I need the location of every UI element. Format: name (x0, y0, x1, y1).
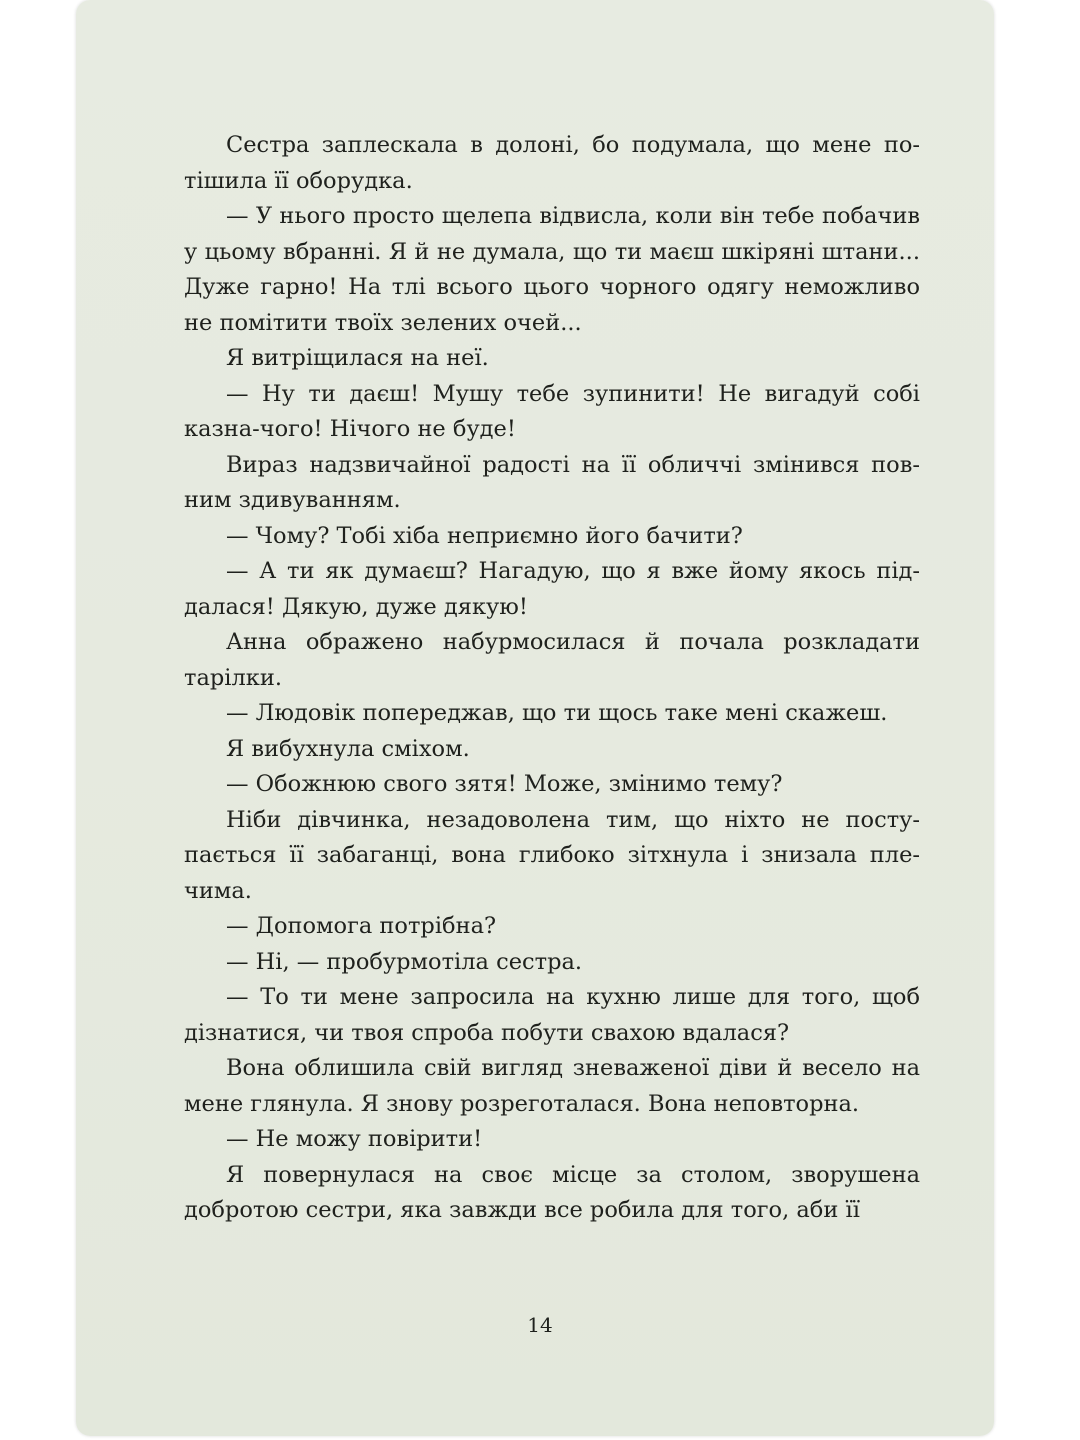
paragraph: — У нього просто щелепа відвисла, коли він тебе побачив у цьому вбранні. Я й не думала, що ти маєш шкіряні штани... Дуже гарно! На тлі всього цього чорного одягу неможливо не помітити твоїх зелених очей... (184, 203, 920, 336)
paragraph: Анна ображено набурмосилася й почала розкладати тарілки. (184, 629, 920, 691)
paragraph: — Не можу повірити! (226, 1126, 483, 1152)
paragraph: — Ні, — пробурмотіла сестра. (226, 948, 583, 975)
paragraph: — Чому? Тобі хіба неприємно його бачити? (226, 522, 743, 549)
paragraph: — Обожнюю свого зятя! Може, змінимо тему? (226, 771, 783, 797)
paragraph: Я витріщилася на неї. (226, 345, 489, 371)
page-number: 14 (527, 1313, 553, 1337)
paragraph: — Людовік попереджав, що ти щось таке мені скажеш. (226, 700, 888, 726)
paragraph: — Ну ти даєш! Мушу тебе зупинити! Не вигадуй собі казна-чого! Нічого не буде! (184, 380, 920, 442)
page-body-text (184, 128, 920, 1229)
paragraph: Я вибухнула сміхом. (226, 735, 470, 762)
paragraph: — А ти як думаєш? Нагадую, що я вже йому якось піддалася! Дякую, дуже дякую! (184, 558, 920, 620)
paragraph: Вона облишила свій вигляд зневаженої діви й весело на мене глянула. Я знову розреготалася. Вона неповторна. (184, 1055, 920, 1117)
paragraph: Ніби дівчинка, незадоволена тим, що ніхто не поступається її забаганці, вона глибоко зітхнула і знизала плечима. (184, 806, 920, 904)
paragraph: Я повернулася на своє місце за столом, зворушена добротою сестри, яка завжди все робила для того, аби її (184, 1161, 920, 1223)
paragraph: Вираз надзвичайної радості на її обличчі змінився повним здивуванням. (184, 451, 920, 513)
paragraph: — Допомога потрібна? (226, 913, 497, 939)
paragraph: — То ти мене запросила на кухню лише для того, щоб дізнатися, чи твоя спроба побути свахою вдалася? (184, 984, 920, 1046)
paragraph: Сестра заплескала в долоні, бо подумала, що мене потішила її оборудка. (184, 132, 920, 194)
